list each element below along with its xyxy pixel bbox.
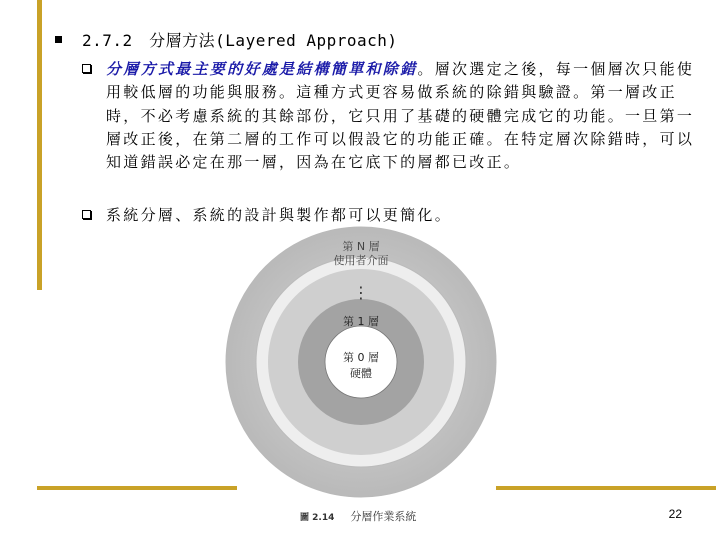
body-text: 系統分層、系統的設計與製作都可以更簡化。 [106,206,453,224]
figure-caption-text: 分層作業系統 [350,510,417,523]
layer-0-sublabel: 硬體 [350,367,372,380]
layer-n-label: 第 N 層 [342,240,380,253]
layer-1-label: 第 1 層 [343,315,379,328]
figure-caption [300,508,416,524]
figure-number: 圖 2.14 [300,512,335,523]
layer-n-sublabel: 使用者介面 [333,254,389,267]
ellipsis-label: ⋮ [353,283,369,302]
body-text: 。層次選定之後，每一個層次只能使用較低層的功能與服務。這種方式更容易做系統的除錯與驗證。第一層改正時，不必考慮系統的其餘部份，它只用了基礎的硬體完成它的功能。一旦第一層改正後，在第二層的工作可以假設它的功能正確。在特定層次除錯時，可以知道錯誤必定在那一層，因為在它底下的層都已改正。 [106,60,695,172]
layer-0-label: 第 0 層 [343,351,379,364]
emphasis-text: 分層方式最主要的好處是結構簡單和除錯 [106,60,418,78]
section-title: 2.7.2 分層方法(Layered Approach) [82,31,398,50]
page-number: 22 [668,507,682,521]
